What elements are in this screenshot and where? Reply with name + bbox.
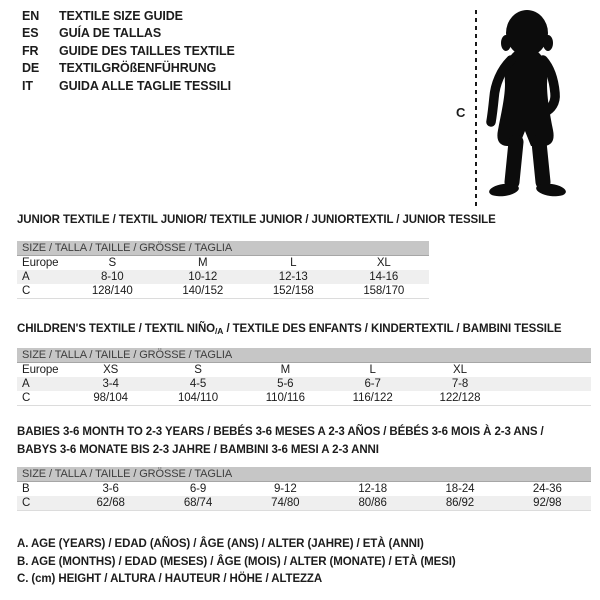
lang-code: IT bbox=[22, 78, 33, 93]
size-cell: S bbox=[108, 257, 117, 269]
junior-size-table bbox=[17, 241, 429, 299]
size-cell: XS bbox=[103, 364, 119, 376]
size-cell: 92/98 bbox=[533, 497, 562, 509]
size-cell: 140/152 bbox=[182, 285, 224, 297]
lang-label: TEXTILGRÖßENFÜHRUNG bbox=[59, 61, 217, 76]
size-header-bar: SIZE / TALLA / TAILLE / GRÖSSE / TAGLIA bbox=[17, 241, 429, 256]
table-row-europe bbox=[17, 256, 429, 270]
lang-label: TEXTILE SIZE GUIDE bbox=[59, 8, 183, 23]
size-cell: S bbox=[194, 364, 202, 376]
legend-line-a: A. AGE (YEARS) / EDAD (AÑOS) / ÂGE (ANS) / ALTER (JAHRE) / ETÀ (ANNI) bbox=[17, 538, 424, 550]
lang-label: GUIDE DES TAILLES TEXTILE bbox=[59, 43, 235, 58]
size-cell: 6-7 bbox=[364, 378, 381, 390]
size-cell: 18-24 bbox=[445, 483, 475, 495]
lang-row-de bbox=[22, 60, 235, 78]
title-part: / TEXTILE DES ENFANTS / KINDERTEXTIL / BAMBINI TESSILE bbox=[223, 323, 562, 335]
babies-title-line-1: BABIES 3-6 MONTH TO 2-3 YEARS / BEBÉS 3-6 MESES A 2-3 AÑOS / BÉBÉS 3-6 MOIS À 2-3 ANS / bbox=[17, 426, 544, 438]
legend-line-b: B. AGE (MONTHS) / EDAD (MESES) / ÂGE (MOIS) / ALTER (MONATE) / ETÀ (MESI) bbox=[17, 555, 456, 568]
row-label: A bbox=[22, 271, 30, 283]
lang-row-it bbox=[22, 77, 235, 95]
row-label: Europe bbox=[22, 257, 59, 269]
size-cell: 74/80 bbox=[271, 497, 300, 509]
size-cell: M bbox=[198, 257, 208, 269]
lang-code: DE bbox=[22, 61, 40, 76]
table-row-europe bbox=[17, 363, 591, 377]
table-row-height bbox=[17, 284, 429, 298]
childrens-size-table bbox=[17, 348, 591, 406]
table-row-height bbox=[17, 391, 591, 405]
size-cell: 3-4 bbox=[102, 378, 119, 390]
row-label: C bbox=[22, 285, 31, 297]
table-row-age bbox=[17, 377, 591, 391]
size-cell: 7-8 bbox=[451, 378, 469, 390]
row-label: C bbox=[22, 497, 31, 509]
legend-line-c: C. (cm) HEIGHT / ALTURA / HAUTEUR / HÖHE / ALTEZZA bbox=[17, 573, 323, 585]
size-cell: 6-9 bbox=[189, 483, 207, 495]
measure-label-c: C bbox=[456, 105, 466, 120]
size-cell: 122/128 bbox=[439, 392, 481, 404]
babies-table-title bbox=[17, 424, 544, 459]
lang-row-en bbox=[22, 7, 235, 25]
size-cell: 5-6 bbox=[277, 378, 294, 390]
lang-label: GUIDA ALLE TAGLIE TESSILI bbox=[59, 78, 232, 93]
babies-title-line-2: BABYS 3-6 MONATE BIS 2-3 JAHRE / BAMBINI 3-6 MESI A 2-3 ANNI bbox=[17, 443, 379, 456]
lang-label: GUÍA DE TALLAS bbox=[59, 26, 162, 41]
size-cell: L bbox=[290, 257, 297, 269]
size-cell: 158/170 bbox=[363, 285, 405, 297]
row-label: B bbox=[22, 483, 30, 495]
size-cell: 14-16 bbox=[369, 271, 399, 283]
size-cell: 24-36 bbox=[532, 483, 562, 495]
title-part-subscript: /A bbox=[215, 326, 224, 336]
row-label: Europe bbox=[22, 364, 59, 376]
size-cell: 12-13 bbox=[278, 271, 308, 283]
table-row-height bbox=[17, 496, 591, 510]
size-cell: 104/110 bbox=[177, 392, 218, 404]
title-part: CHILDREN'S TEXTILE / TEXTIL NIÑO bbox=[17, 323, 216, 335]
size-cell: 4-5 bbox=[189, 378, 207, 390]
size-cell: 3-6 bbox=[102, 483, 119, 495]
size-header-bar: SIZE / TALLA / TAILLE / GRÖSSE / TAGLIA bbox=[17, 467, 591, 482]
size-cell: 10-12 bbox=[188, 271, 218, 283]
row-label: C bbox=[22, 392, 31, 404]
size-cell: M bbox=[280, 364, 291, 376]
row-label: A bbox=[22, 378, 30, 390]
junior-table-title: JUNIOR TEXTILE / TEXTIL JUNIOR/ TEXTILE JUNIOR / JUNIORTEXTIL / JUNIOR TESSILE bbox=[17, 214, 496, 226]
child-silhouette-icon bbox=[481, 6, 576, 208]
size-header-bar: SIZE / TALLA / TAILLE / GRÖSSE / TAGLIA bbox=[17, 348, 591, 363]
childrens-table-title bbox=[17, 323, 561, 336]
size-cell: 116/122 bbox=[352, 392, 393, 404]
lang-code: EN bbox=[22, 8, 40, 23]
language-header bbox=[22, 7, 235, 95]
size-cell: 152/158 bbox=[272, 285, 314, 297]
legend bbox=[17, 536, 456, 589]
size-cell: 80/86 bbox=[358, 497, 387, 509]
size-cell: XL bbox=[453, 364, 467, 376]
size-cell: 8-10 bbox=[100, 271, 124, 283]
table-row-age bbox=[17, 270, 429, 284]
size-cell: 12-18 bbox=[358, 483, 388, 495]
size-cell: 9-12 bbox=[274, 483, 297, 495]
lang-code: FR bbox=[22, 43, 39, 58]
table-row-months bbox=[17, 482, 591, 496]
size-cell: 86/92 bbox=[445, 497, 475, 509]
lang-row-fr bbox=[22, 42, 235, 60]
size-cell: 110/116 bbox=[265, 392, 305, 404]
babies-size-table bbox=[17, 467, 591, 511]
size-cell: 98/104 bbox=[93, 392, 128, 404]
size-cell: XL bbox=[376, 257, 391, 269]
height-measure-dashed-line bbox=[475, 10, 477, 206]
size-cell: L bbox=[369, 364, 376, 376]
lang-row-es bbox=[22, 25, 235, 43]
size-cell: 62/68 bbox=[96, 497, 125, 509]
lang-code: ES bbox=[22, 26, 39, 41]
size-cell: 128/140 bbox=[91, 285, 133, 297]
size-cell: 68/74 bbox=[183, 497, 213, 509]
